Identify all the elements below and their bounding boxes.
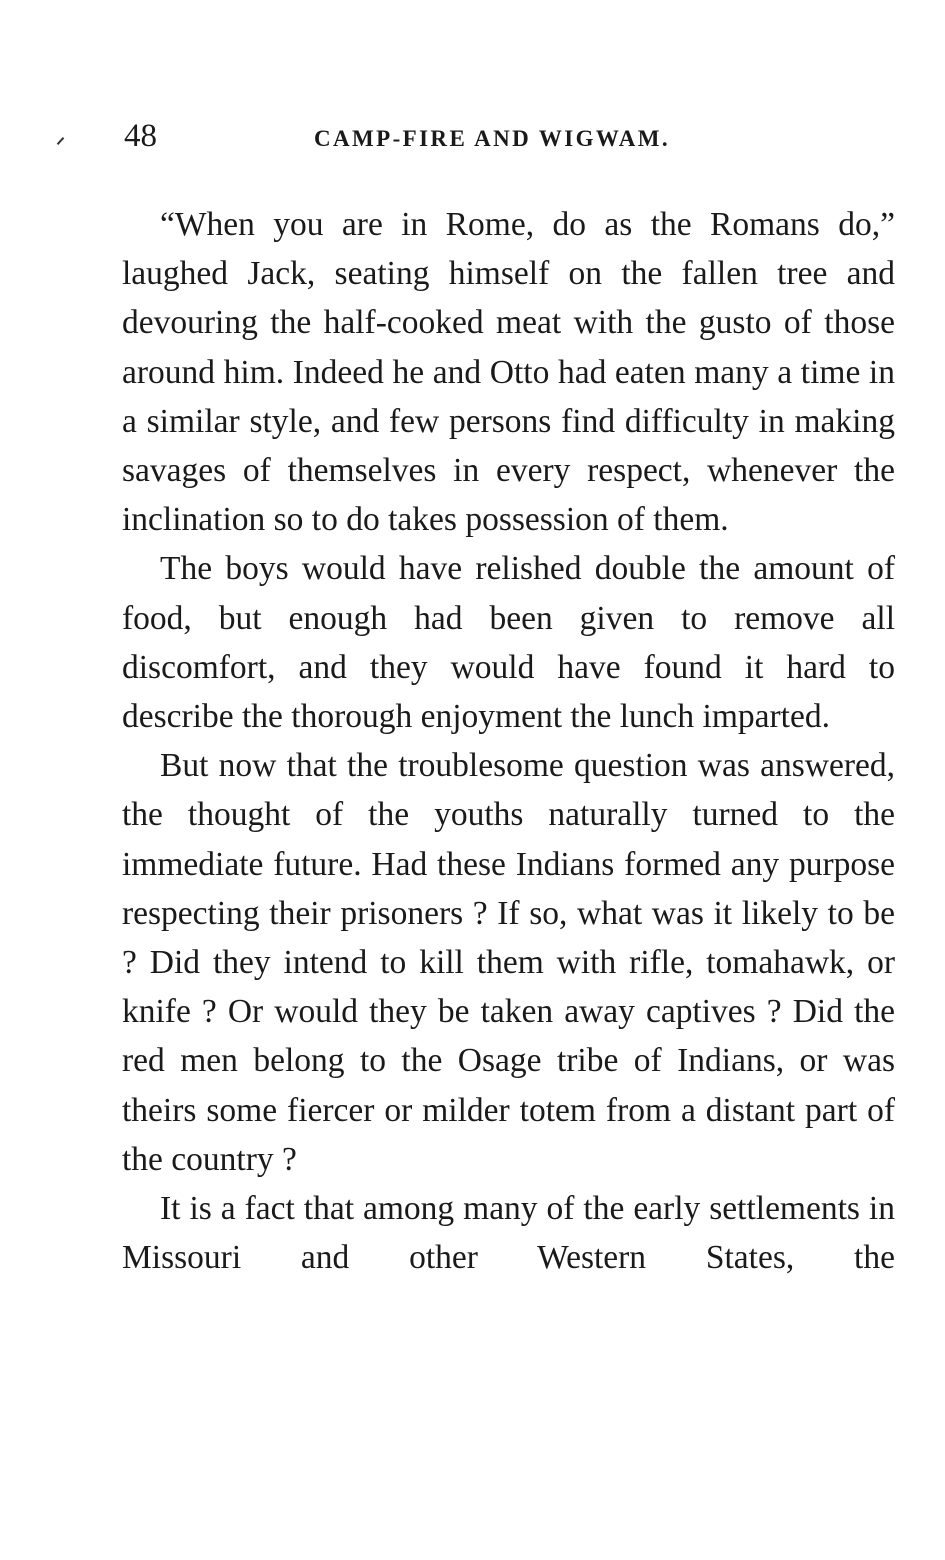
paragraph-3: But now that the troublesome question was answered, the thought of the youths naturally turned to the immediate future. Had these Indians formed any purpose respecting their prisoners ? If so, what was it likely to be ? Did they intend to kill them with rifle, tomahawk, or knife ? Or would they be taken away captives ? Did the red men belong to the Osage tribe of Indians, or was theirs some fiercer or milder totem from a distant part of the country ? bbox=[122, 747, 895, 1178]
running-title: CAMP-FIRE AND WIGWAM. bbox=[314, 126, 670, 151]
stray-pen-mark bbox=[57, 137, 65, 145]
paragraph-4: It is a fact that among many of the early settlements in Missouri and other Western States, the bbox=[122, 1190, 895, 1277]
paragraph-1: “When you are in Rome, do as the Romans do,” laughed Jack, seating himself on the fallen tree and devouring the half-cooked meat with the gusto of those around him. Indeed he and Otto had eaten many a time in a similar style, and few persons find difficulty in making savages of themselves in every respect, whenever the inclination so to do takes possession of them. bbox=[122, 206, 895, 539]
running-head bbox=[124, 114, 714, 158]
page-number: 48 bbox=[124, 118, 157, 154]
paragraph-2: The boys would have relished double the amount of food, but enough had been given to remove all discomfort, and they would have found it hard to describe the thorough enjoyment the lunch imparted. bbox=[122, 550, 895, 736]
body-text bbox=[122, 200, 895, 1282]
